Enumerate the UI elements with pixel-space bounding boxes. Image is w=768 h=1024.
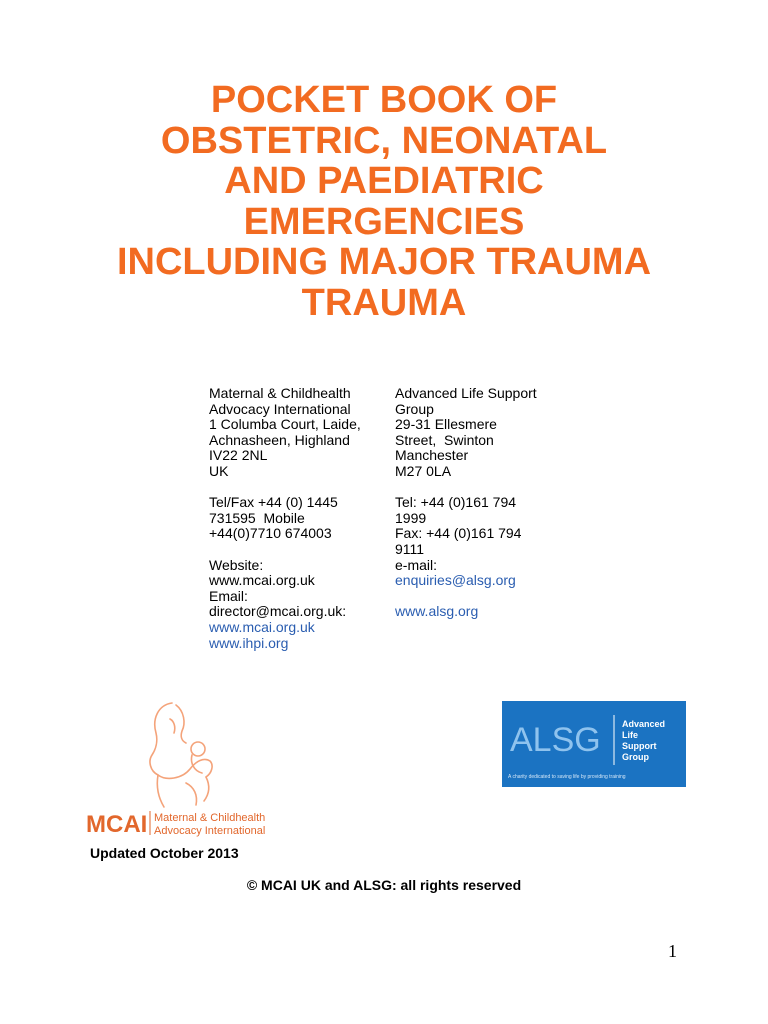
alsg-name-line: Group (622, 752, 649, 762)
alsg-mark: ALSG (510, 721, 601, 759)
document-title (0, 80, 768, 323)
contact-line: www.mcai.org.uk (209, 572, 315, 589)
alsg-name-line: Support (622, 741, 657, 751)
alsg-logo-graphic (502, 701, 686, 787)
contact-line: 1999 (395, 509, 427, 526)
alsg-name-line: Life (622, 730, 639, 740)
alsg-name-line: Advanced (622, 719, 666, 729)
mcai-abbrev: MCAI (86, 811, 148, 838)
copyright-notice: © MCAI UK and ALSG: all rights reserved (246, 877, 522, 893)
updated-date: Updated October 2013 (90, 845, 239, 861)
contact-line: Achnasheen, Highland (209, 431, 350, 448)
mcai-name-line2: Advocacy International (154, 825, 266, 837)
contact-line: Fax: +44 (0)161 794 (395, 525, 522, 542)
contact-line: 731595 Mobile (209, 509, 305, 526)
mother-child-icon (150, 703, 212, 807)
alsg-website-link[interactable]: www.alsg.org (395, 603, 479, 620)
contact-line: e-mail: (395, 556, 438, 573)
contact-line: 9111 (395, 540, 425, 557)
contact-line: Email: (209, 587, 248, 604)
alsg-tagline: A charity dedicated to saving life by providing training (508, 774, 626, 780)
blank-line (395, 589, 575, 605)
contact-line: UK (209, 462, 229, 479)
mcai-contact-block (209, 386, 379, 651)
contact-line: Manchester (395, 447, 469, 464)
mcai-logo (86, 697, 296, 839)
alsg-contact-block (395, 386, 575, 620)
ihpi-website-link[interactable]: www.ihpi.org (209, 634, 289, 651)
title-line: POCKET BOOK OF (210, 79, 558, 121)
title-line: OBSTETRIC, NEONATAL (160, 119, 608, 162)
contact-line: director@mcai.org.uk: (209, 603, 347, 620)
contact-line: M27 0LA (395, 462, 452, 479)
contact-line: Advocacy International (209, 400, 351, 417)
contact-line: +44(0)7710 674003 (209, 525, 332, 542)
contact-line: 29-31 Ellesmere (395, 416, 497, 433)
title-line: EMERGENCIES (243, 200, 525, 243)
title-line: INCLUDING MAJOR TRAUMA (116, 241, 652, 283)
blank-line (395, 480, 575, 496)
contact-line: Advanced Life Support (395, 385, 537, 401)
contact-line: Maternal & Childhealth (209, 385, 351, 401)
blank-line (209, 542, 379, 558)
contact-line: Group (395, 400, 434, 417)
mcai-name-line1: Maternal & Childhealth (154, 812, 266, 824)
page-number: 1 (668, 941, 677, 961)
contact-line: Tel: +44 (0)161 794 (395, 494, 517, 511)
contact-line: Street, Swinton (395, 431, 494, 448)
contact-line: Tel/Fax +44 (0) 1445 (209, 494, 338, 511)
title-line: AND PAEDIATRIC (224, 160, 544, 202)
blank-line (209, 480, 379, 496)
mcai-website-link[interactable]: www.mcai.org.uk (209, 618, 315, 635)
contact-line: IV22 2NL (209, 447, 268, 464)
alsg-email-link[interactable]: enquiries@alsg.org (395, 572, 516, 589)
alsg-logo (502, 701, 686, 787)
title-line: TRAUMA (301, 281, 467, 324)
contact-line: 1 Columba Court, Laide, (209, 416, 361, 433)
contact-line: Website: (209, 556, 264, 573)
